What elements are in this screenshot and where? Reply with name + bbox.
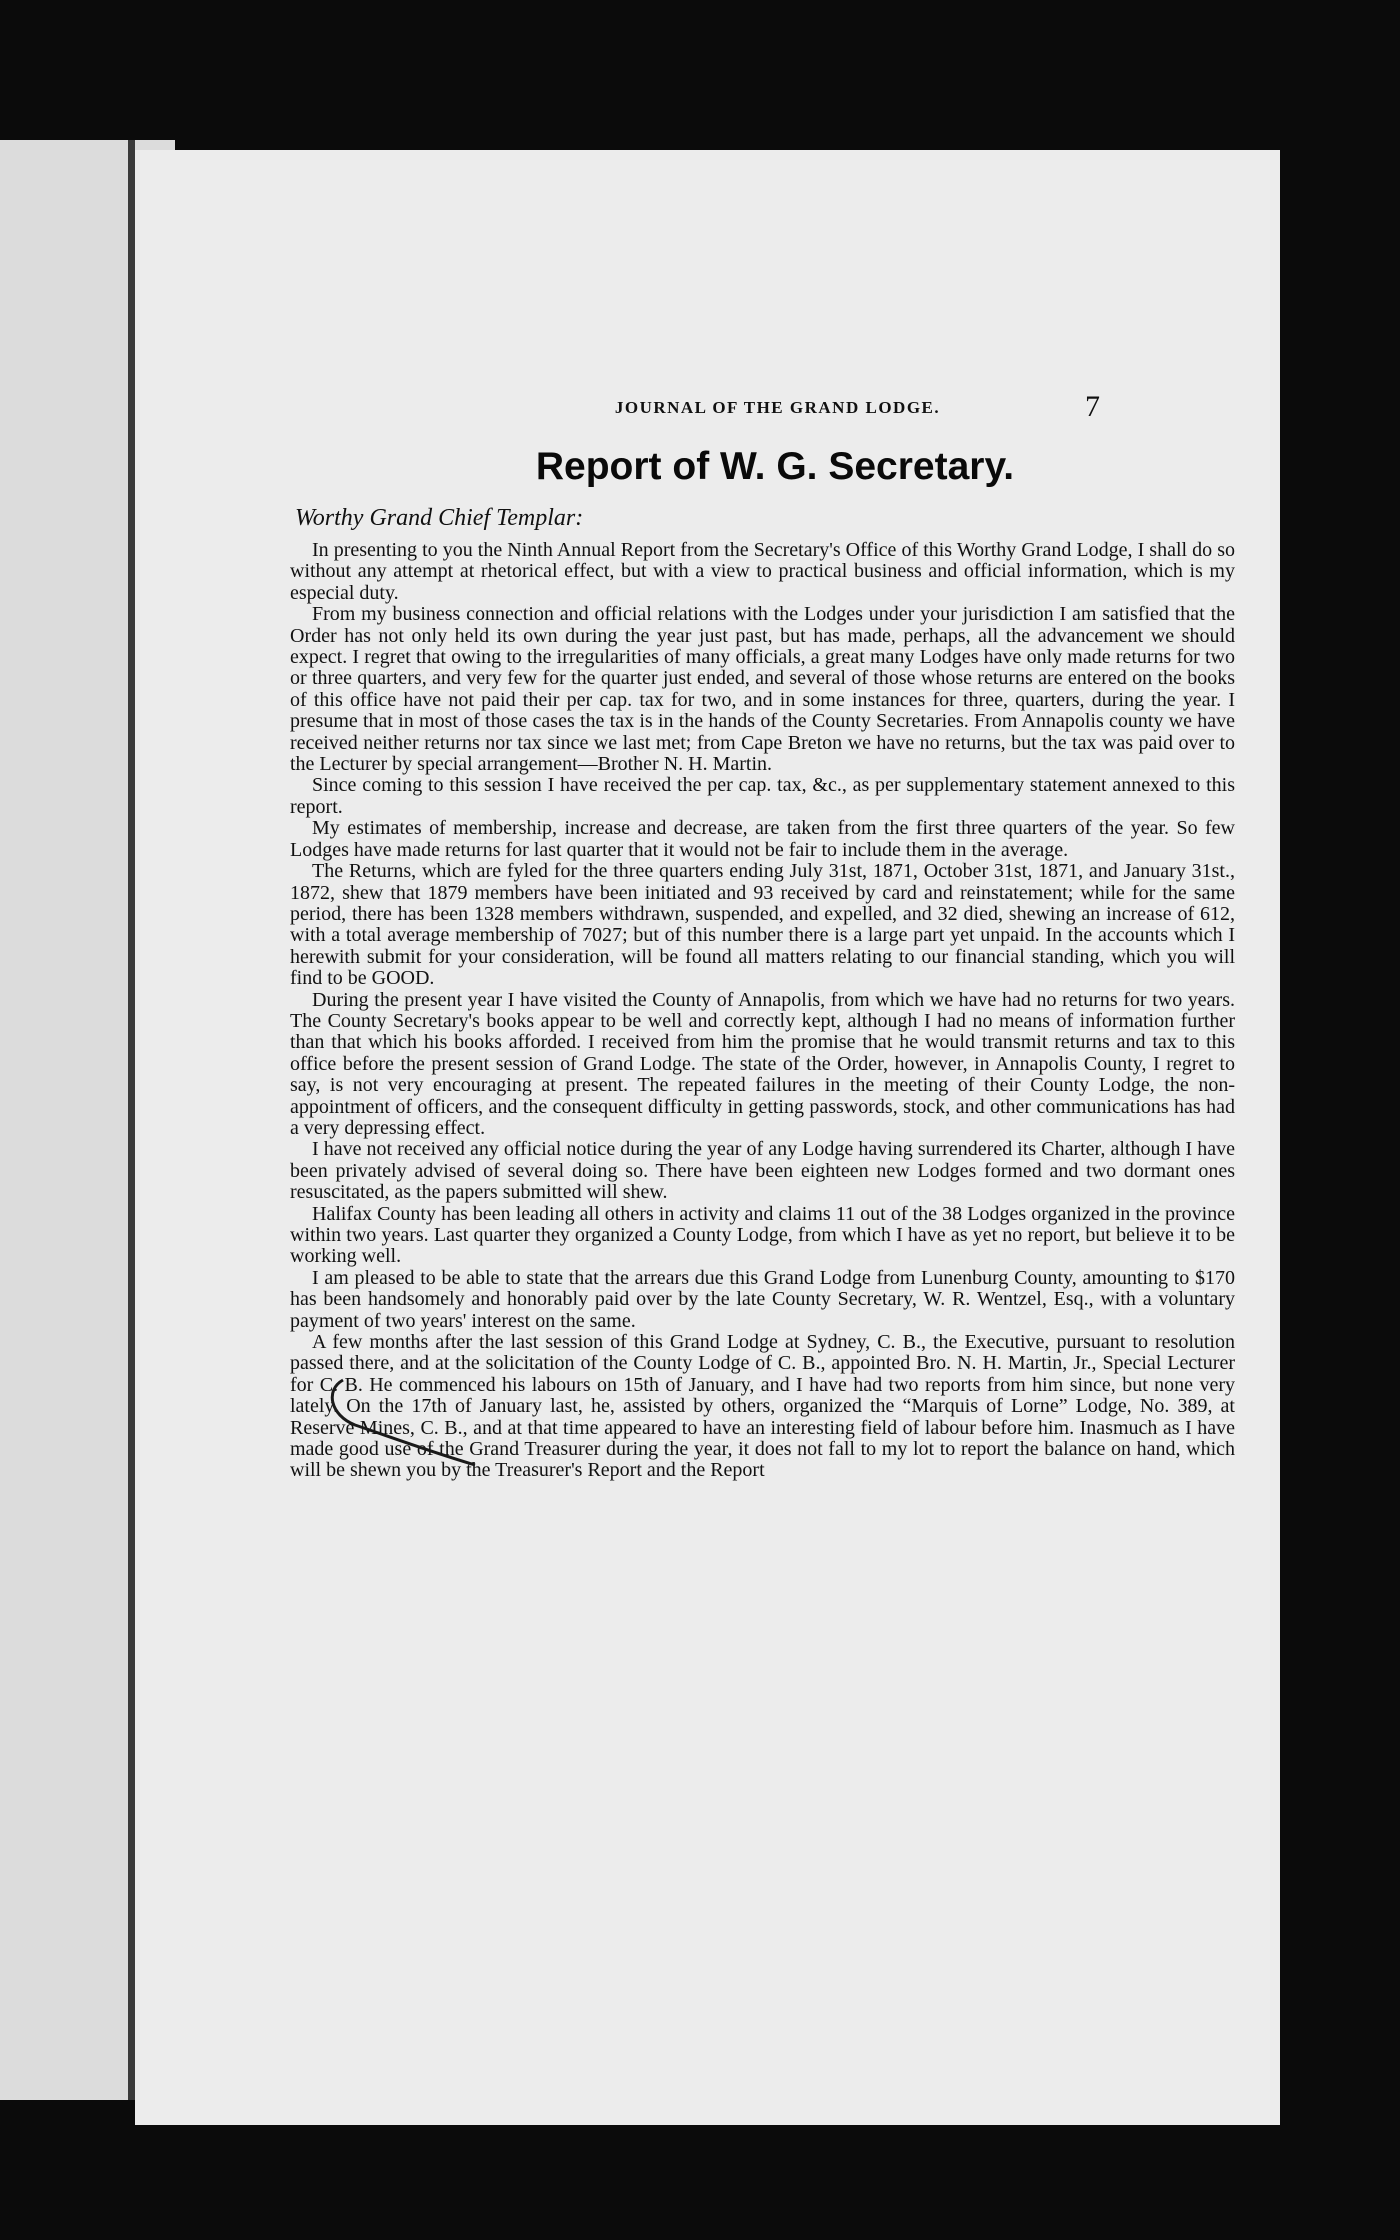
paragraph: I have not received any official notice during the year of any Lodge having surrendered its Charter, although I have been privately advised of several doing so. There have been eighteen new Lodges formed and two dormant ones resuscitated, as the papers submitted will shew. [290, 1138, 1235, 1204]
report-body [290, 540, 1235, 1482]
paragraph: Halifax County has been leading all others in activity and claims 11 out of the 38 Lodges organized in the province within two years. Last quarter they organized a County Lodge, from which I have as yet no report, but believe it to be working well. [290, 1202, 1235, 1268]
salutation: Worthy Grand Chief Templar: [295, 505, 584, 531]
paragraph: From my business connection and official relations with the Lodges under your jurisdiction I am satisfied that the Order has not only held its own during the year just past, but has made, perhaps, all the advancement we should expect. I regret that owing to the irregularities of many officials, a great many Lodges have only made returns for two or three quarters, and very few for the quarter just ended, and several of those whose returns are entered on the books of this office have not paid their per cap. tax for two, and in some instances for three, quarters, during the year. I presume that in most of those cases the tax is in the hands of the County Secretaries. From Annapolis county we have received neither returns nor tax since we last met; from Cape Breton we have no returns, but the tax was paid over to the Lecturer by special arrangement—Brother N. H. Martin. [290, 603, 1235, 776]
book-spine [128, 140, 135, 2100]
journal-page [135, 150, 1280, 2125]
report-title: Report of W. G. Secretary. [535, 445, 1015, 488]
paragraph: I am pleased to be able to state that the arrears due this Grand Lodge from Lunenburg County, amounting to $170 has been handsomely and honorably paid over by the late County Secretary, W. R. Wentzel, Esq., with a voluntary payment of two years' interest on the same. [290, 1266, 1235, 1332]
page-number: 7 [1085, 390, 1100, 423]
paragraph: In presenting to you the Ninth Annual Report from the Secretary's Office of this Worthy Grand Lodge, I shall do so without any attempt at rhetorical effect, but with a view to practical business and official information, which is my especial duty. [290, 539, 1235, 604]
paragraph: During the present year I have visited the County of Annapolis, from which we have had no returns for two years. The County Secretary's books appear to be well and correctly kept, although I had no means of information further than that which his books afforded. I received from him the promise that he would transmit returns and tax to this office before the present session of Grand Lodge. The state of the Order, however, in Annapolis County, I regret to say, is not very encouraging at present. The repeated failures in the meeting of their County Lodge, the non-appointment of officers, and the consequent difficulty in getting passwords, stock, and other communications has had a very depressing effect. [290, 988, 1235, 1139]
paragraph: A few months after the last session of this Grand Lodge at Sydney, C. B., the Executive, pursuant to resolution passed there, and at the solicitation of the County Lodge of C. B., appointed Bro. N. H. Martin, Jr., Special Lecturer for C. B. He commenced his labours on 15th of January, and I have had two reports from him since, but none very lately. On the 17th of January last, he, assisted by others, organized the “Marquis of Lorne” Lodge, No. 389, at Reserve Mines, C. B., and at that time appeared to have an interesting field of labour before him. Inasmuch as I have made good use of the Grand Treasurer during the year, it does not fall to my lot to report the balance on hand, which will be shewn you by the Treasurer's Report and the Report [290, 1331, 1235, 1482]
running-head: JOURNAL OF THE GRAND LODGE. [614, 398, 941, 417]
pencil-mark [325, 1370, 485, 1480]
paragraph: The Returns, which are fyled for the three quarters ending July 31st, 1871, October 31st, 1871, and January 31st., 1872, shew that 1879 members have been initiated and 93 received by card and reinstatement; while for the same period, there has been 1328 members withdrawn, suspended, and expelled, and 32 died, shewing an increase of 612, with a total average membership of 7027; but of this number there is a large part yet unpaid. In the accounts which I herewith submit for your consideration, will be found all matters relating to our financial standing, which you will find to be GOOD. [290, 860, 1235, 990]
paragraph: Since coming to this session I have received the per cap. tax, &c., as per supplementary statement annexed to this report. [290, 774, 1235, 818]
paragraph: My estimates of membership, increase and decrease, are taken from the first three quarters of the year. So few Lodges have made returns for last quarter that it would not be fair to include them in the average. [290, 817, 1235, 861]
